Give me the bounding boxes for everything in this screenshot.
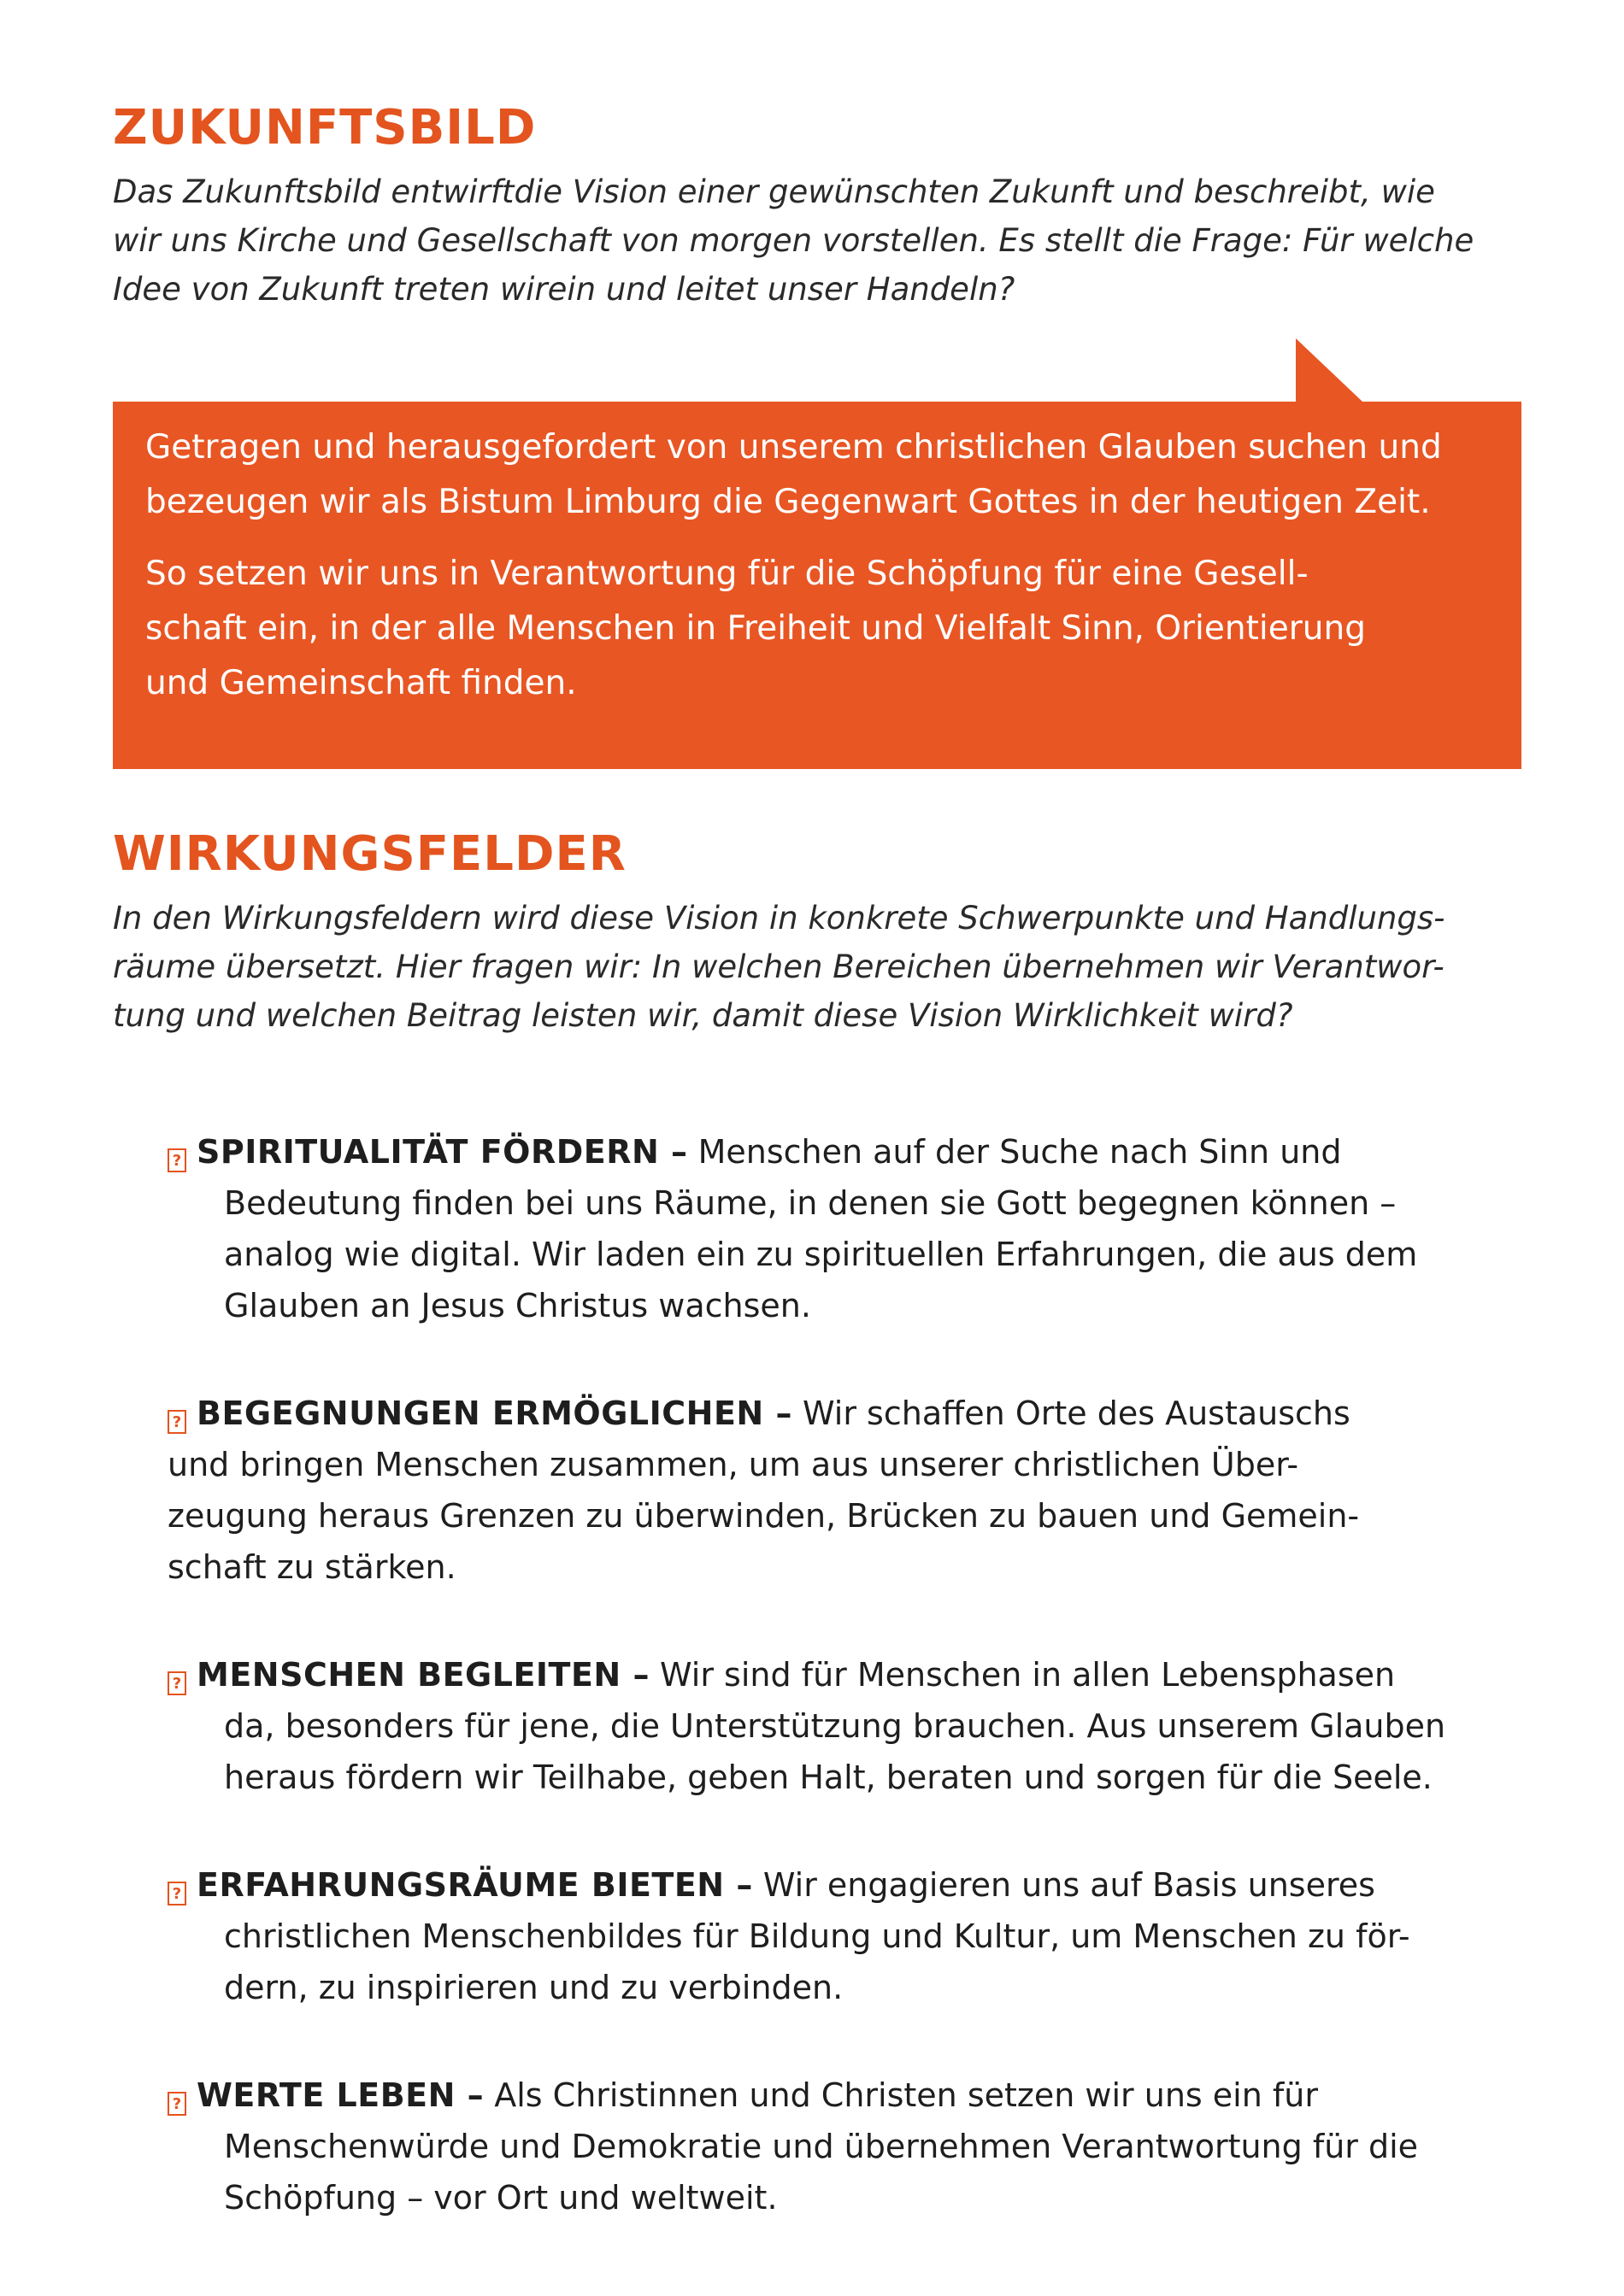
intro-line: wir uns Kirche und Gesellschaft von morgen vorstellen. Es stellt die Frage: Für welche: [113, 222, 1474, 259]
intro-line: räume übersetzt. Hier fragen wir: In welchen Bereichen übernehmen wir Verantwor-: [113, 948, 1445, 985]
field-text-line: heraus fördern wir Teilhabe, geben Halt, beraten und sorgen für die Seele.: [224, 1759, 1433, 1796]
callout-tab-shape: [1296, 338, 1362, 402]
field-werte-leben: [168, 2070, 1501, 2223]
zukunftsbild-heading: ZUKUNFTSBILD: [113, 100, 537, 156]
field-text-line: dern, zu inspirieren und zu verbinden.: [224, 1969, 844, 2006]
zukunftsbild-intro: [113, 167, 1549, 314]
bullet-icon: [168, 2092, 186, 2116]
intro-line: Das Zukunftsbild entwirftdie Vision einer gewünschten Zukunft und beschreibt, wie: [113, 173, 1435, 210]
field-text-line: zeugung heraus Grenzen zu überwinden, Brücken zu bauen und Gemein-: [168, 1497, 1360, 1535]
callout-line: und Gemeinschaft finden.: [145, 664, 577, 702]
bullet-icon: [168, 1671, 186, 1695]
intro-line: tung und welchen Beitrag leisten wir, damit diese Vision Wirklichkeit wird?: [113, 997, 1293, 1034]
field-title: WERTE LEBEN –: [197, 2076, 485, 2114]
wirkungsfelder-list: [168, 1126, 1501, 2280]
field-text: Wir schaffen Orte des Austauschs: [791, 1395, 1350, 1432]
field-text-line: analog wie digital. Wir laden ein zu spirituellen Erfahrungen, die aus dem: [224, 1236, 1418, 1273]
field-spiritualitaet: [168, 1126, 1501, 1331]
field-erfahrungsraeume: [168, 1859, 1501, 2013]
field-first-line: [168, 1859, 1501, 1911]
intro-line: In den Wirkungsfeldern wird diese Vision in konkrete Schwerpunkte und Handlungs-: [113, 900, 1445, 937]
field-title: ERFAHRUNGSRÄUME BIETEN –: [197, 1866, 753, 1904]
bullet-icon: [168, 1882, 186, 1906]
callout-paragraph-1: [145, 420, 1442, 530]
bullet-icon: [168, 1410, 186, 1434]
field-text: Wir engagieren uns auf Basis unseres: [752, 1866, 1375, 1904]
field-text-line: Schöpfung – vor Ort und weltweit.: [224, 2179, 778, 2217]
bullet-icon: [168, 1148, 186, 1172]
field-first-line: [168, 1649, 1501, 1700]
field-text-line: Glauben an Jesus Christus wachsen.: [224, 1287, 811, 1324]
vision-callout-box: [113, 402, 1521, 769]
callout-line: bezeugen wir als Bistum Limburg die Gegenwart Gottes in der heutigen Zeit.: [145, 483, 1431, 521]
callout-line: schaft ein, in der alle Menschen in Freiheit und Vielfalt Sinn, Orientierung: [145, 609, 1366, 648]
field-begegnungen: [168, 1388, 1501, 1593]
callout-line: So setzen wir uns in Verantwortung für die Schöpfung für eine Gesell-: [145, 555, 1309, 593]
field-text-line: schaft zu stärken.: [168, 1548, 456, 1586]
field-text-line: und bringen Menschen zusammen, um aus unserer christlichen Über-: [168, 1446, 1299, 1483]
field-text: Menschen auf der Suche nach Sinn und: [687, 1133, 1342, 1171]
field-first-line: [168, 1126, 1501, 1177]
wirkungsfelder-heading: WIRKUNGSFELDER: [113, 826, 627, 882]
field-title: MENSCHEN BEGLEITEN –: [197, 1656, 650, 1694]
field-first-line: [168, 2070, 1501, 2121]
field-first-line: [168, 1388, 1501, 1439]
field-text-line: Bedeutung finden bei uns Räume, in denen sie Gott begegnen können –: [224, 1184, 1397, 1222]
field-text: Wir sind für Menschen in allen Lebensphasen: [649, 1656, 1396, 1694]
callout-paragraph-2: [145, 547, 1366, 711]
field-text: Als Christinnen und Christen setzen wir uns ein für: [484, 2076, 1318, 2114]
field-title: BEGEGNUNGEN ERMÖGLICHEN –: [197, 1395, 792, 1432]
wirkungsfelder-intro: [113, 894, 1549, 1040]
field-menschen-begleiten: [168, 1649, 1501, 1803]
field-text-line: Menschenwürde und Demokratie und übernehmen Verantwortung für die: [224, 2128, 1419, 2165]
intro-line: Idee von Zukunft treten wirein und leitet unser Handeln?: [113, 271, 1015, 308]
field-title: SPIRITUALITÄT FÖRDERN –: [197, 1133, 688, 1171]
field-text-line: christlichen Menschenbildes für Bildung und Kultur, um Menschen zu för-: [224, 1917, 1410, 1955]
callout-line: Getragen und herausgefordert von unserem christlichen Glauben suchen und: [145, 428, 1442, 467]
field-text-line: da, besonders für jene, die Unterstützung brauchen. Aus unserem Glauben: [224, 1707, 1446, 1745]
